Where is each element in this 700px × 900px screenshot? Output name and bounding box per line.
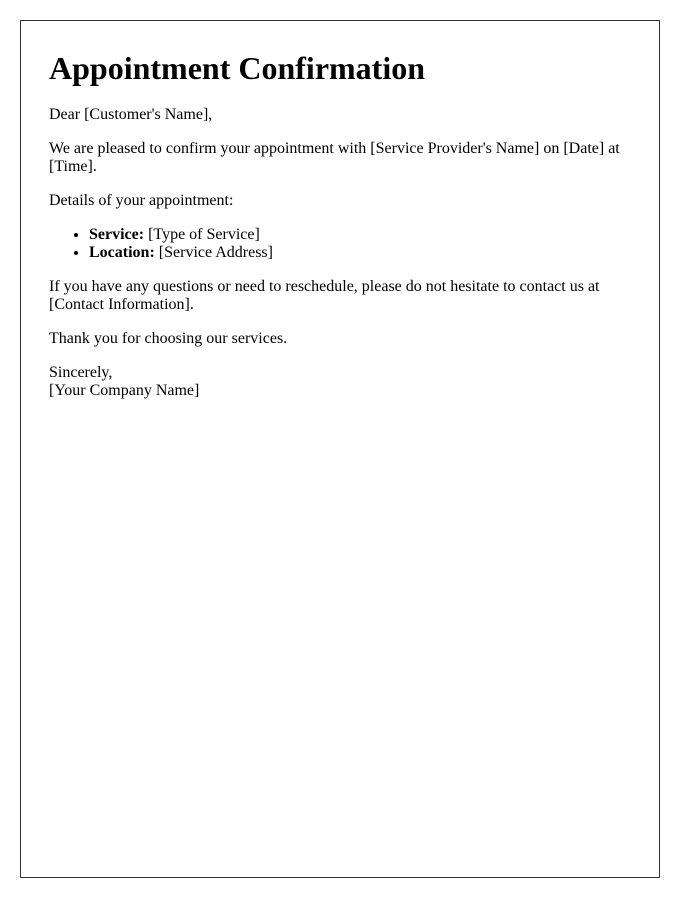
closing: Sincerely,: [49, 364, 113, 382]
details-list: [49, 226, 631, 262]
letter-page: [20, 20, 660, 878]
thanks-paragraph: Thank you for choosing our services.: [49, 330, 288, 348]
details-label-service: Service:: [89, 226, 145, 244]
details-value-service: [Type of Service]: [148, 226, 260, 244]
details-label-location: Location:: [89, 244, 155, 262]
page-title: Appointment Confirmation: [49, 50, 426, 86]
details-value-location: [Service Address]: [158, 244, 273, 262]
confirmation-paragraph: We are pleased to confirm your appointment with [Service Provider's Name] on [Date] at [Time].: [49, 140, 620, 176]
details-item-location: [89, 244, 631, 262]
details-intro: Details of your appointment:: [49, 192, 234, 210]
details-item-service: [89, 226, 631, 244]
signature: [Your Company Name]: [49, 382, 200, 400]
greeting: Dear [Customer's Name],: [49, 106, 213, 124]
signoff: [49, 364, 631, 400]
contact-paragraph: If you have any questions or need to reschedule, please do not hesitate to contact us at [Contact Information].: [49, 278, 600, 314]
